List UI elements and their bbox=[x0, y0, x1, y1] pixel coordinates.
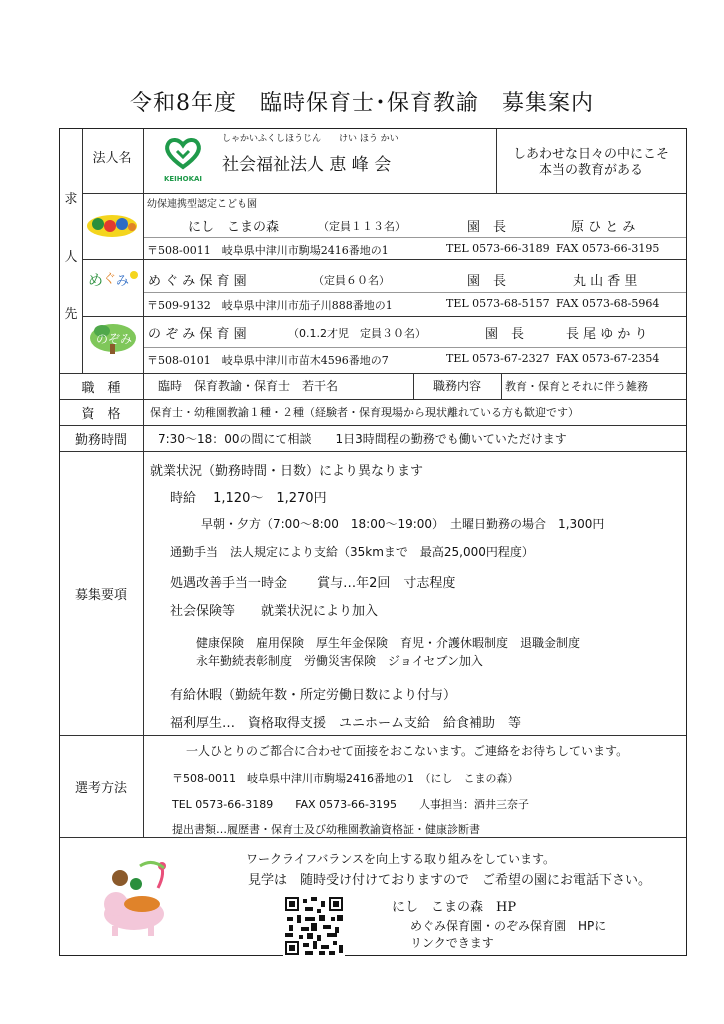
school-2-director-label: 園 長 bbox=[467, 274, 507, 289]
nozomi-logo-icon bbox=[88, 322, 138, 356]
req-label: 募集要項 bbox=[74, 588, 127, 603]
footer-line-1: ワークライフバランスを向上する取り組みをしています。 bbox=[246, 852, 556, 866]
req-line-9: 有給休暇（勤続年数・所定労働日数により付与） bbox=[170, 688, 457, 703]
school-3-tel: TEL 0573-67-2327 bbox=[446, 352, 550, 365]
req-line-3: 早朝・夕方（7:00～8:00 18:00～19:00） 土曜日勤務の場合 1,300円 bbox=[201, 517, 605, 531]
req-line-10: 福利厚生… 資格取得支援 ユニホーム支給 給食補助 等 bbox=[170, 716, 522, 731]
megumi-logo bbox=[86, 265, 140, 291]
hours-label: 勤務時間 bbox=[74, 433, 127, 448]
hp-qr-code[interactable] bbox=[283, 895, 345, 957]
school-2-name: め ぐ み 保 育 園 bbox=[148, 274, 247, 289]
job-value: 臨時 保育教諭・保育士 若干名 bbox=[158, 379, 339, 393]
recruit-side-label-2: 人 bbox=[64, 250, 78, 265]
school-2-tel: TEL 0573-68-5157 bbox=[446, 297, 550, 310]
svg-text:ぐ: ぐ bbox=[103, 272, 117, 287]
corp-label: 法人名 bbox=[92, 151, 132, 166]
megumi-logo-icon bbox=[86, 265, 140, 291]
req-line-1: 就業状況（勤務時間・日数）により異なります bbox=[150, 464, 424, 479]
selection-line-3: TEL 0573-66-3189 FAX 0573-66-3195 人事担当：酒井三奈子 bbox=[172, 798, 530, 811]
recruit-side-label-1: 求 bbox=[64, 192, 78, 207]
svg-text:め: め bbox=[88, 271, 104, 289]
school-2-director: 丸 山 香 里 bbox=[573, 274, 638, 289]
req-line-5: 処遇改善手当一時金 賞与…年2回 寸志程度 bbox=[170, 576, 456, 591]
qual-value: 保育士・幼稚園教諭１種・２種（経験者・保育現場から現状離れている方も歓迎です） bbox=[150, 406, 579, 419]
hours-value: 7:30～18：00の間にて相談 1日3時間程の勤務でも働いていただけます bbox=[158, 432, 567, 446]
selection-line-4: 提出書類…履歴書・保育士及び幼稚園教諭資格証・健康診断書 bbox=[172, 823, 480, 836]
school-2-address: 〒509-9132 岐阜県中津川市茄子川888番地の1 bbox=[147, 299, 393, 312]
corp-motto-2: 本当の教育がある bbox=[538, 163, 643, 178]
school-1-address: 〒508-0011 岐阜県中津川市駒場2416番地の1 bbox=[147, 244, 389, 257]
duty-label: 職務内容 bbox=[432, 379, 481, 393]
school-1-fax: FAX 0573-66-3195 bbox=[556, 242, 660, 255]
school-3-director-label: 園 長 bbox=[485, 327, 525, 342]
footer-hp-label: にし こまの森 HP bbox=[392, 900, 517, 915]
duty-value: 教育・保育とそれに伴う雑務 bbox=[505, 380, 648, 393]
qr-code-icon bbox=[283, 895, 345, 957]
heart-logo-icon bbox=[161, 135, 205, 171]
selection-label: 選考方法 bbox=[74, 781, 127, 796]
corp-name: 社会福祉法人 恵 峰 会 bbox=[222, 155, 392, 175]
school-1-director-label: 園 長 bbox=[467, 220, 507, 235]
qual-label: 資 格 bbox=[81, 407, 121, 422]
req-line-4: 通勤手当 法人規定により支給（35kmまで 最高25,000円程度） bbox=[170, 545, 534, 559]
logo-text: KEIHOKAI bbox=[163, 175, 203, 183]
footer-line-2: 見学は 随時受け付けておりますので ご希望の園にお電話下さい。 bbox=[248, 873, 652, 888]
nozomi-logo bbox=[88, 322, 138, 356]
school-3-name: の ぞ み 保 育 園 bbox=[148, 327, 247, 342]
footer-illustration bbox=[92, 858, 184, 940]
school-3-director: 長 尾 ゆ か り bbox=[566, 327, 648, 342]
animal-illustration-icon bbox=[92, 858, 184, 940]
nishi-komanomori-logo bbox=[86, 212, 138, 238]
req-line-6: 社会保険等 就業状況により加入 bbox=[170, 604, 379, 619]
corp-motto-1: しあわせな日々の中にこそ bbox=[512, 147, 669, 162]
school-3-capacity: （0.1.2才児 定員３０名） bbox=[288, 327, 426, 340]
school-2-fax: FAX 0573-68-5964 bbox=[556, 297, 660, 310]
selection-line-2: 〒508-0011 岐阜県中津川市駒場2416番地の1 （にし こまの森） bbox=[172, 772, 519, 785]
req-line-8: 永年勤続表彰制度 労働災害保険 ジョイセブン加入 bbox=[196, 654, 483, 668]
corp-furigana: しゃかいふくしほうじん けい ほう かい bbox=[222, 134, 399, 144]
svg-text:み: み bbox=[116, 274, 130, 289]
svg-text:のぞみ: のぞみ bbox=[96, 332, 133, 346]
footer-link-line-2: リンクできます bbox=[410, 936, 494, 950]
school-1-capacity: （定員１１３名） bbox=[318, 220, 406, 233]
keihokai-logo bbox=[161, 135, 205, 181]
school-1-director: 原 ひ と み bbox=[571, 220, 636, 235]
school-3-fax: FAX 0573-67-2354 bbox=[556, 352, 660, 365]
school-1-type: 幼保連携型認定こども園 bbox=[147, 199, 257, 210]
page-title: 令和8年度 臨時保育士･保育教諭 募集案内 bbox=[130, 91, 594, 116]
school-1-tel: TEL 0573-66-3189 bbox=[446, 242, 550, 255]
req-line-7: 健康保険 雇用保険 厚生年金保険 育児・介護休暇制度 退職金制度 bbox=[196, 636, 581, 650]
job-label: 職 種 bbox=[81, 381, 121, 396]
recruit-side-label-3: 先 bbox=[64, 307, 78, 322]
school-3-address: 〒508-0101 岐阜県中津川市苗木4596番地の7 bbox=[147, 354, 389, 367]
req-line-2: 時給 1,120～ 1,270円 bbox=[170, 491, 327, 506]
school-2-capacity: （定員６０名） bbox=[313, 274, 390, 287]
komanomori-logo-icon bbox=[86, 212, 138, 238]
selection-line-1: 一人ひとりのご都合に合わせて面接をおこないます。ご連絡をお待ちしています。 bbox=[186, 744, 629, 758]
footer-link-line-1: めぐみ保育園・のぞみ保育園 HPに bbox=[410, 919, 607, 933]
school-1-name: にし こまの森 bbox=[188, 220, 280, 235]
